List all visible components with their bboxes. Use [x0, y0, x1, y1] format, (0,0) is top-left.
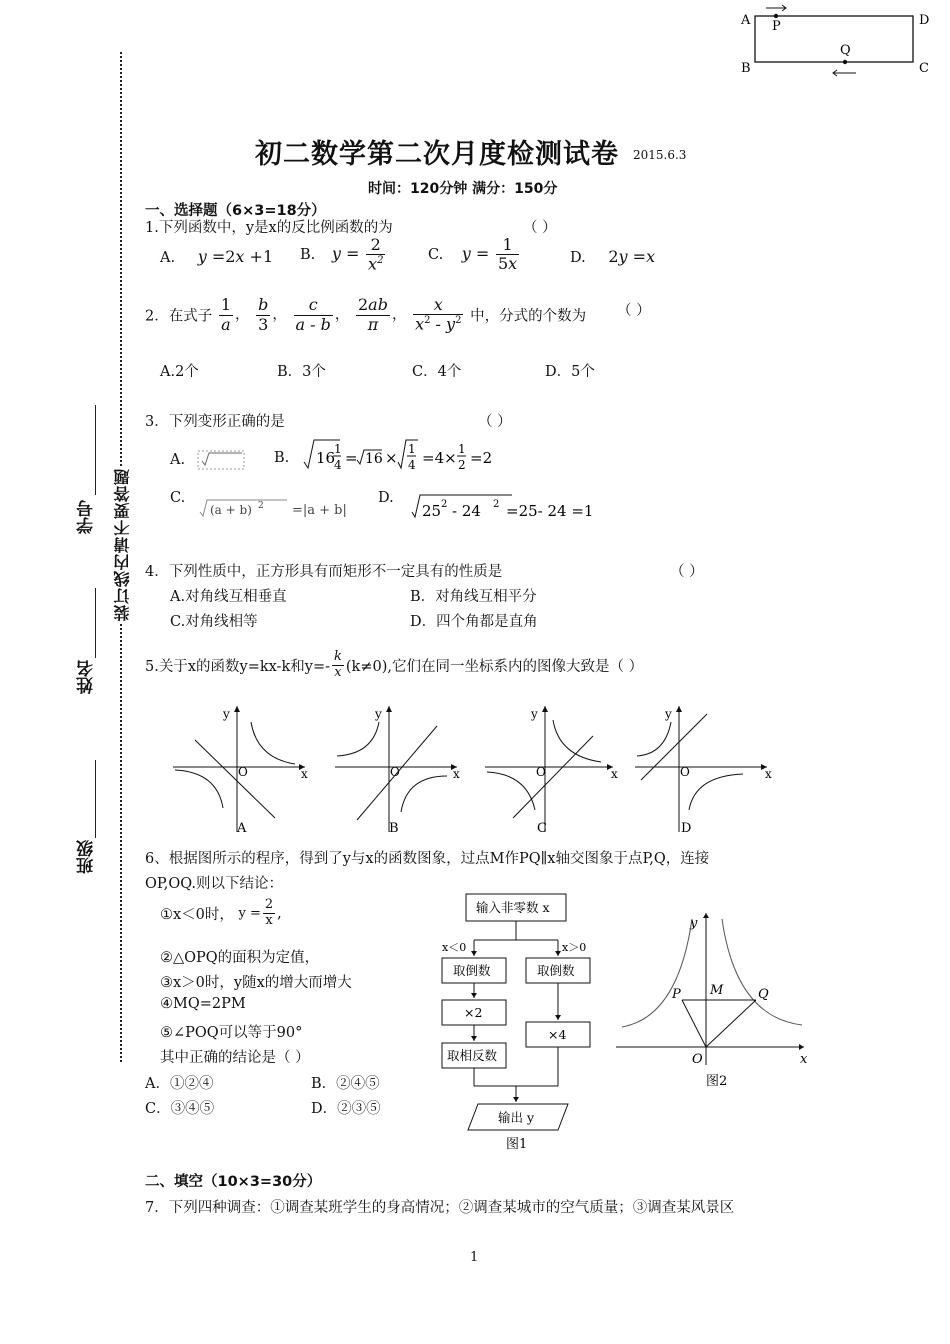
- flow-caption: 图1: [506, 1137, 528, 1152]
- svg-text:16: 16: [364, 451, 383, 467]
- name-underline: [95, 588, 96, 658]
- q1-b-label: B.: [300, 247, 316, 264]
- q2-lead: 2．在式子: [145, 308, 213, 325]
- q4-option-c: C.对角线相等: [170, 614, 258, 630]
- q3-a-formula-image: [196, 447, 248, 473]
- q3-paren: （ ）: [478, 414, 512, 430]
- q6-claim-2: ②△OPQ的面积为定值，: [160, 950, 320, 966]
- q6-claim-3: ③x＞0时，y随x的增大而增大: [160, 975, 352, 991]
- flow-recip-left: 取倒数: [453, 963, 491, 978]
- q6-claim-4: ④MQ=2PM: [160, 996, 246, 1012]
- q5-label-d: D: [681, 821, 692, 836]
- svg-text:y: y: [690, 916, 698, 931]
- svg-text:O: O: [238, 765, 248, 779]
- svg-text:=: =: [344, 449, 358, 467]
- svg-text:O: O: [390, 765, 400, 779]
- q6-flowchart: [432, 888, 602, 1153]
- student-id-label: 学号: [77, 500, 97, 534]
- point-b-label: B: [741, 61, 751, 76]
- svg-text:- 24: - 24: [452, 502, 482, 520]
- corner-rectangle-diagram: [738, 2, 938, 80]
- q5-label-b: B: [389, 821, 399, 836]
- q4-option-b: B．对角线互相平分: [410, 589, 537, 605]
- svg-text:=4×: =4×: [421, 449, 457, 467]
- point-d-label: D: [919, 13, 930, 28]
- q5-graphs: [165, 700, 775, 840]
- q4-paren: （ ）: [670, 564, 704, 580]
- q1-option-c: C. y = $\frac{1}{5x}$: [428, 235, 518, 274]
- q3-option-a: [170, 447, 248, 473]
- flow-input: 输入非零数 x: [476, 900, 550, 915]
- svg-text:×: ×: [384, 449, 398, 467]
- q3-stem: 3．下列变形正确的是: [145, 414, 285, 430]
- q5-graph-b: [335, 706, 460, 832]
- q5-graph-a: [173, 706, 308, 832]
- svg-text:x: x: [765, 767, 772, 781]
- svg-text:1: 1: [407, 442, 416, 456]
- q3-c-label: C.: [170, 490, 186, 506]
- svg-text:x: x: [800, 1052, 808, 1067]
- svg-text:2: 2: [441, 499, 448, 510]
- q2-option-c: C．4个: [412, 364, 462, 380]
- q3-d-formula: [410, 490, 640, 524]
- svg-text:=25- 24 =1: =25- 24 =1: [506, 502, 594, 520]
- q6-claim-1-text: ①x＜0时，: [160, 906, 234, 923]
- q6-claim-6: 其中正确的结论是（ ）: [160, 1050, 310, 1066]
- svg-text:y: y: [531, 707, 538, 721]
- figure-2-caption: 图2: [706, 1074, 728, 1089]
- q6-stem-line1: 6、根据图所示的程序，得到了y与x的函数图象，过点M作PQ∥x轴交图象于点P,Q，连接: [145, 851, 710, 867]
- q1-stem: 1.下列函数中，y是x的反比例函数的为: [145, 220, 393, 236]
- q6-claim-5: ⑤∠POQ可以等于90°: [160, 1025, 303, 1041]
- svg-text:O: O: [536, 765, 546, 779]
- q6-stem-line2: OP,OQ.则以下结论：: [145, 876, 283, 892]
- q3-d-label: D.: [378, 490, 394, 506]
- q3-b-formula: [302, 436, 527, 480]
- q4-option-a: A.对角线互相垂直: [170, 589, 287, 605]
- q1-paren: （ ）: [523, 220, 557, 236]
- exam-info: 时间：120分钟 满分：150分: [368, 181, 558, 197]
- q5-graph-d: [635, 706, 772, 832]
- q6-option-a: A．①②④: [145, 1076, 214, 1092]
- svg-text:2: 2: [257, 501, 264, 511]
- q5-lead: 5.关于x的函数y=kx-k和y=-: [145, 658, 330, 675]
- class-label: 班级: [77, 840, 97, 874]
- flow-times4: ×4: [548, 1027, 567, 1042]
- svg-text:=|a + b|: =|a + b|: [291, 503, 347, 518]
- svg-text:y: y: [223, 707, 230, 721]
- svg-text:1: 1: [333, 442, 342, 456]
- section-1-heading: 一、选择题（6×3=18分）: [145, 203, 326, 219]
- page-number: 1: [470, 1250, 479, 1265]
- svg-text:=2: =2: [469, 449, 492, 467]
- q1-a-label: A.: [160, 250, 176, 266]
- svg-text:M: M: [710, 983, 724, 998]
- exam-title: 初二数学第二次月度检测试卷: [255, 139, 619, 170]
- q5-label-a: A: [237, 821, 247, 836]
- svg-text:y: y: [375, 707, 382, 721]
- q2-tail: 中，分式的个数为: [470, 308, 587, 325]
- svg-text:O: O: [680, 765, 690, 779]
- q1-option-b: B. y = $\frac{2}{x^2}$: [300, 235, 384, 274]
- q6-option-b: B．②④⑤: [311, 1076, 380, 1092]
- svg-text:P: P: [672, 987, 681, 1002]
- q4-option-d: D．四个角都是直角: [410, 614, 538, 630]
- q2-option-d: D．5个: [545, 364, 595, 380]
- svg-text:O: O: [692, 1052, 703, 1067]
- svg-text:(a + b): (a + b): [209, 503, 252, 517]
- q1-option-a: A. y =2x +1: [160, 247, 274, 266]
- svg-text:x: x: [453, 767, 460, 781]
- q3-c-formula: [196, 490, 356, 524]
- q5-graph-c: [485, 706, 618, 832]
- q7-stem: 7．下列四种调查：①调查某班学生的身高情况；②调查某城市的空气质量；③调查某风景区: [145, 1200, 735, 1216]
- q2-paren: （ ）: [617, 303, 651, 319]
- q1-d-label: D.: [570, 250, 586, 266]
- class-underline: [95, 760, 96, 838]
- svg-text:x: x: [301, 767, 308, 781]
- flow-right-cond: x＞0: [562, 941, 587, 954]
- student-id-underline: [95, 405, 96, 495]
- flow-negate: 取相反数: [447, 1048, 498, 1063]
- section-2-heading: 二、填空（10×3=30分）: [145, 1174, 322, 1190]
- point-c-label: C: [919, 61, 929, 76]
- q2-stem: 2．在式子 $\frac{1}{a}$ ， $\frac{b}{3}$ ， $\frac{c}{a - b}$ ， $\frac{2ab}{\pi}$ ， $\frac{x}{x^2 - y^2}$ 中，分式的个数为: [145, 295, 587, 334]
- svg-text:25: 25: [422, 502, 442, 520]
- point-a-label: A: [741, 13, 751, 28]
- q3-option-b: [274, 436, 527, 480]
- svg-text:4: 4: [407, 458, 416, 472]
- q3-option-c: [170, 490, 356, 524]
- q2-option-a: A.2个: [160, 364, 199, 380]
- svg-text:Q: Q: [758, 987, 769, 1002]
- svg-text:4: 4: [333, 458, 342, 472]
- flow-output: 输出 y: [498, 1110, 535, 1125]
- exam-date: 2015.6.3: [633, 148, 687, 162]
- svg-text:1: 1: [457, 442, 466, 456]
- q4-stem: 4．下列性质中，正方形具有而矩形不一定具有的性质是: [145, 564, 503, 580]
- q6-figure-2: [612, 905, 812, 1095]
- svg-text:2: 2: [457, 458, 466, 472]
- svg-text:y: y: [665, 707, 672, 721]
- q6-claim-1: ①x＜0时， y = $\frac{2}{x}$ ,: [160, 897, 282, 928]
- name-label: 姓名: [77, 660, 97, 694]
- q3-b-label: B.: [274, 450, 290, 466]
- q1-option-d: D. 2y =x: [570, 247, 656, 266]
- flow-times2: ×2: [464, 1005, 483, 1020]
- q3-a-label: A.: [170, 452, 186, 468]
- binding-warning: 装订线内请不要答题: [113, 468, 132, 621]
- q5-stem: 5.关于x的函数y=kx-k和y=- $\frac{k}{x}$ (k≠0),它们在同一坐标系内的图像大致是（ ）: [145, 649, 644, 680]
- q6-option-d: D．②③⑤: [311, 1101, 381, 1117]
- q5-label-c: C: [537, 821, 547, 836]
- q3-option-d: [378, 490, 640, 524]
- svg-text:2: 2: [493, 499, 500, 510]
- svg-text:x: x: [611, 767, 618, 781]
- flow-left-cond: x＜0: [442, 941, 467, 954]
- flow-recip-right: 取倒数: [537, 963, 575, 978]
- svg-text:16: 16: [315, 449, 335, 467]
- q6-option-c: C．③④⑤: [145, 1101, 215, 1117]
- q1-c-label: C.: [428, 246, 444, 263]
- q2-option-b: B．3个: [277, 364, 326, 380]
- q5-tail: (k≠0),它们在同一坐标系内的图像大致是（ ）: [345, 658, 644, 675]
- point-q-label: Q: [840, 43, 851, 58]
- point-p-label: P: [772, 19, 781, 34]
